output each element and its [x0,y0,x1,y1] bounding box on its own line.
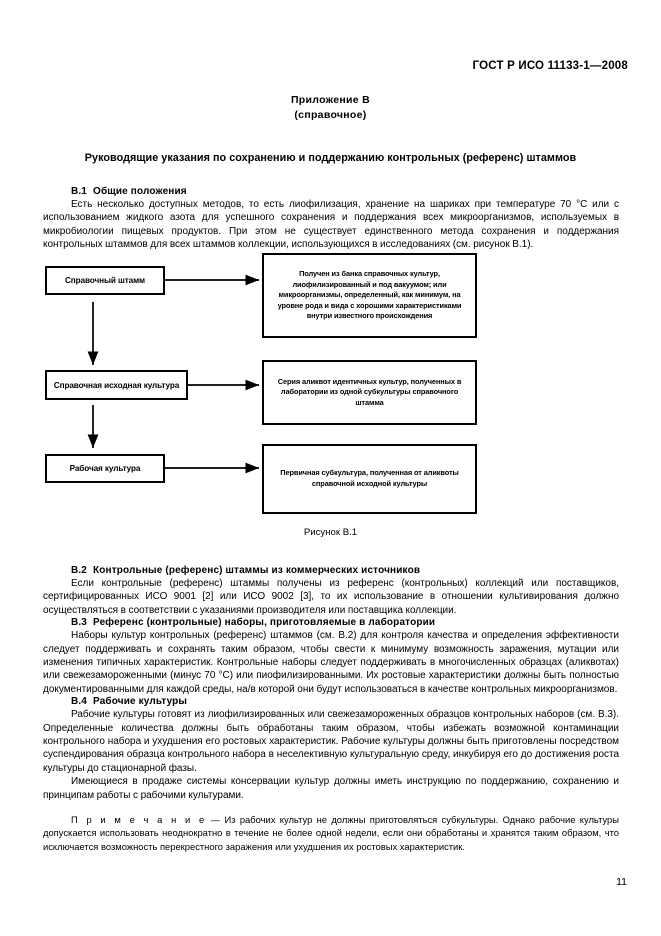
section-b2 [43,565,619,617]
figure-b1-caption: Рисунок В.1 [303,527,358,538]
section-b1-number: В.1 [71,186,88,197]
section-b4-paragraph-2: Имеющиеся в продаже системы консервации культур должны иметь инструкцию по поддержанию, сохранению и принципам работы с рабочими культурами. [43,776,619,801]
note-label: П р и м е ч а н и е [71,814,207,826]
section-b4-title: Рабочие культуры [93,696,188,708]
lower-sections [43,565,619,853]
section-b2-paragraph: Если контрольные (референс) штаммы получены из референс (контрольных) коллекций или поставщиков, сертифицированных ИСО 9001 [2] или ИСО 9002 [3], то их использование в отношении культивирования должно осуществляться в соответствии с указаниями производителя или поставщика коллекции. [43,578,619,616]
appendix-subtitle: (справочное) [294,109,367,121]
document-header-standard-number: ГОСТ Р ИСО 11133-1—2008 [472,60,628,72]
section-b1-heading [43,186,619,197]
section-b1-title: Общие положения [93,186,187,197]
figure-node-working-culture-label: Рабочая культура [69,464,141,473]
figure-description-working-culture [262,444,477,514]
section-b3-heading [43,617,619,628]
section-b4-note [43,813,619,853]
note-spacer [43,802,619,813]
section-b2-number: В.2 [71,565,88,576]
section-b2-heading [43,565,619,576]
figure-description-reference-stock-culture [262,360,477,425]
figure-node-working-culture [45,454,165,483]
section-b4-number: В.4 [71,696,88,708]
section-b4-paragraph-1: Рабочие культуры готовят из лиофилизированных или свежезамороженных образцов контрольных наборов (см. В.3). Определенные количества должны быть обработаны таким образом, чтобы избежать возможной контаминации контрольного набора и ухудшения его ростовых характеристик. Рабочие культуры должны быть приготовлены посредством суспендирования образца контрольного набора в неселективную культуральную среду, инкубируя его до достижения роста культуры до стационарной фазы. [43,709,619,774]
section-b3-title: Референс (контрольные) наборы, приготовляемые в лаборатории [93,617,436,629]
page-number: 11 [616,876,627,888]
section-b3-paragraph: Наборы культур контрольных (референс) штаммов (см. В.2) для контроля качества и определения эффективности следует поддерживать и сохранять таким образом, чтобы свести к минимуму возможность заражения, мутации или изменения типичных характеристик. Контрольные наборы следует поддерживать в многочисленных образцах (аликвотах) или свежезамороженными (минус 70 °С) или пиофилизированными. Их ростовые характеристики должны быть полностью документированными для каждой среды, на/в которой они будут использоваться в качестве контрольных микроорганизмов. [43,630,619,695]
figure-description-working-culture-text: Первичная субкультура, полученная от аликвоты справочной исходной культуры [280,468,459,488]
figure-node-reference-strain [45,266,165,295]
figure-node-reference-stock-culture [45,370,188,400]
section-b1 [43,186,619,252]
section-b2-title: Контрольные (референс) штаммы из коммерческих источников [93,565,421,576]
section-b4 [43,696,619,853]
page-title: Руководящие указания по сохранению и поддержанию контрольных (референс) штаммов [84,152,577,164]
note-text: — Из рабочих культур не должны приготовляться субкультуры. Однако рабочие культуры допускается использовать неоднократно в течение не более одной недели, если они обработаны и хранятся таким образом, что исключается возможность перекрестного заражения или ухудшения их ростовых характеристик. [43,814,620,852]
section-b1-paragraph: Есть несколько доступных методов, то есть лиофилизация, хранение на шариках при температуре 70 °С или с использованием жидкого азота для успешного сохранения и поддержания всех микроорганизмов, используемых в микробиологии пищевых продуктов. При этом не существует единственного метода сохранения и поддержания контрольных штаммов для всех штаммов коллекции, использующихся в исследованиях (см. рисунок В.1). [43,199,619,251]
appendix-heading-block [0,93,661,123]
section-b3 [43,617,619,696]
section-b3-number: В.3 [71,617,88,629]
figure-description-reference-strain-text: Получен из банка справочных культур, лиофилизированный и под вакуумом; или микроорганизмы, определенный, как минимум, на уровне рода и вида с хорошими характеристиками внутри известного происхождения [277,269,462,321]
figure-node-reference-stock-culture-label: Справочная исходная культура [53,380,180,390]
appendix-title: Приложение В [290,94,371,106]
figure-b1 [43,252,619,542]
figure-description-reference-stock-culture-text: Серия аликвот идентичных культур, полученных в лаборатории из одной субкультуры справочного штамма [277,376,462,407]
figure-node-reference-strain-label: Справочный штамм [64,276,146,285]
figure-description-reference-strain [262,253,477,338]
section-b4-heading [43,696,619,707]
